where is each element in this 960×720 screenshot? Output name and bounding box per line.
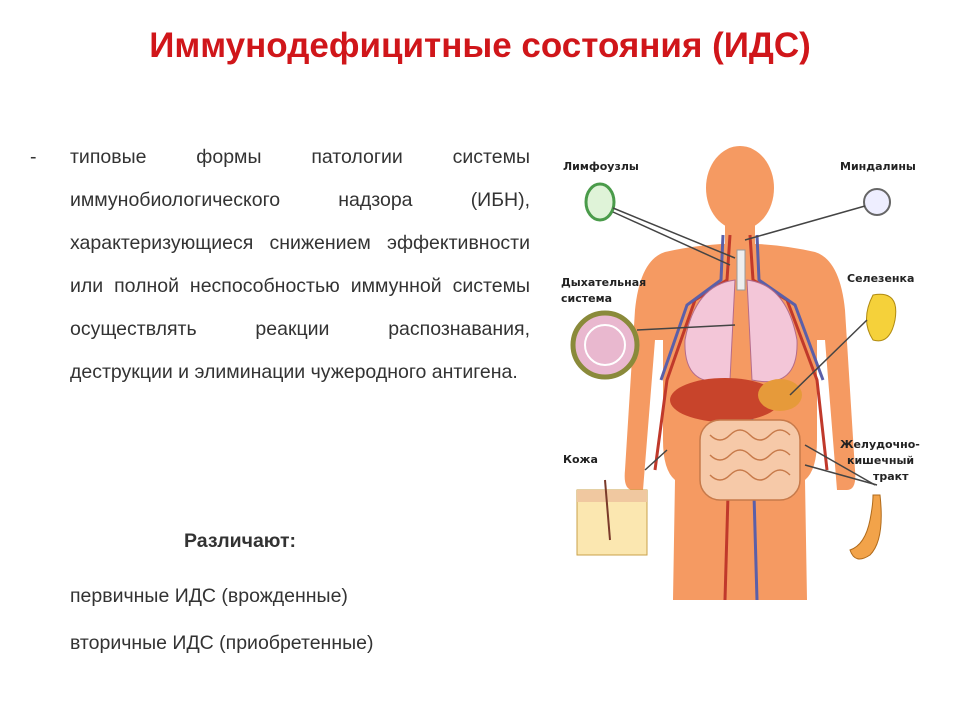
- label-gi-1: Желудочно-: [840, 438, 920, 451]
- secondary-ids-item: вторичные ИДС (приобретенные): [70, 632, 374, 654]
- label-skin: Кожа: [563, 453, 598, 466]
- label-gi-3: тракт: [873, 470, 909, 483]
- label-respiratory-2: система: [561, 292, 612, 305]
- definition-dash: -: [30, 146, 37, 168]
- definition-text: типовые формы патологии системы иммунобиологического надзора (ИБН), характеризующиеся снижением эффективности или полной неспособностью иммунной системы осуществлять реакции распознавания, деструкции и элиминации чужеродного антигена.: [70, 146, 530, 383]
- label-spleen: Селезенка: [847, 272, 915, 285]
- intestines: [700, 420, 800, 500]
- slide-title: Иммунодефицитные состояния (ИДС): [149, 26, 811, 65]
- distinguish-label: Различают:: [184, 530, 297, 552]
- stomach-organ: [758, 379, 802, 411]
- human-body-diagram: [555, 140, 935, 600]
- primary-ids-item: первичные ИДС (врожденные): [70, 585, 348, 607]
- label-respiratory-1: Дыхательная: [561, 276, 647, 289]
- label-gi-2: кишечный: [847, 454, 915, 467]
- immune-system-illustration: [555, 140, 935, 600]
- label-lymph-nodes: Лимфоузлы: [563, 160, 639, 173]
- definition-block: [30, 136, 530, 394]
- label-tonsils: Миндалины: [840, 160, 916, 173]
